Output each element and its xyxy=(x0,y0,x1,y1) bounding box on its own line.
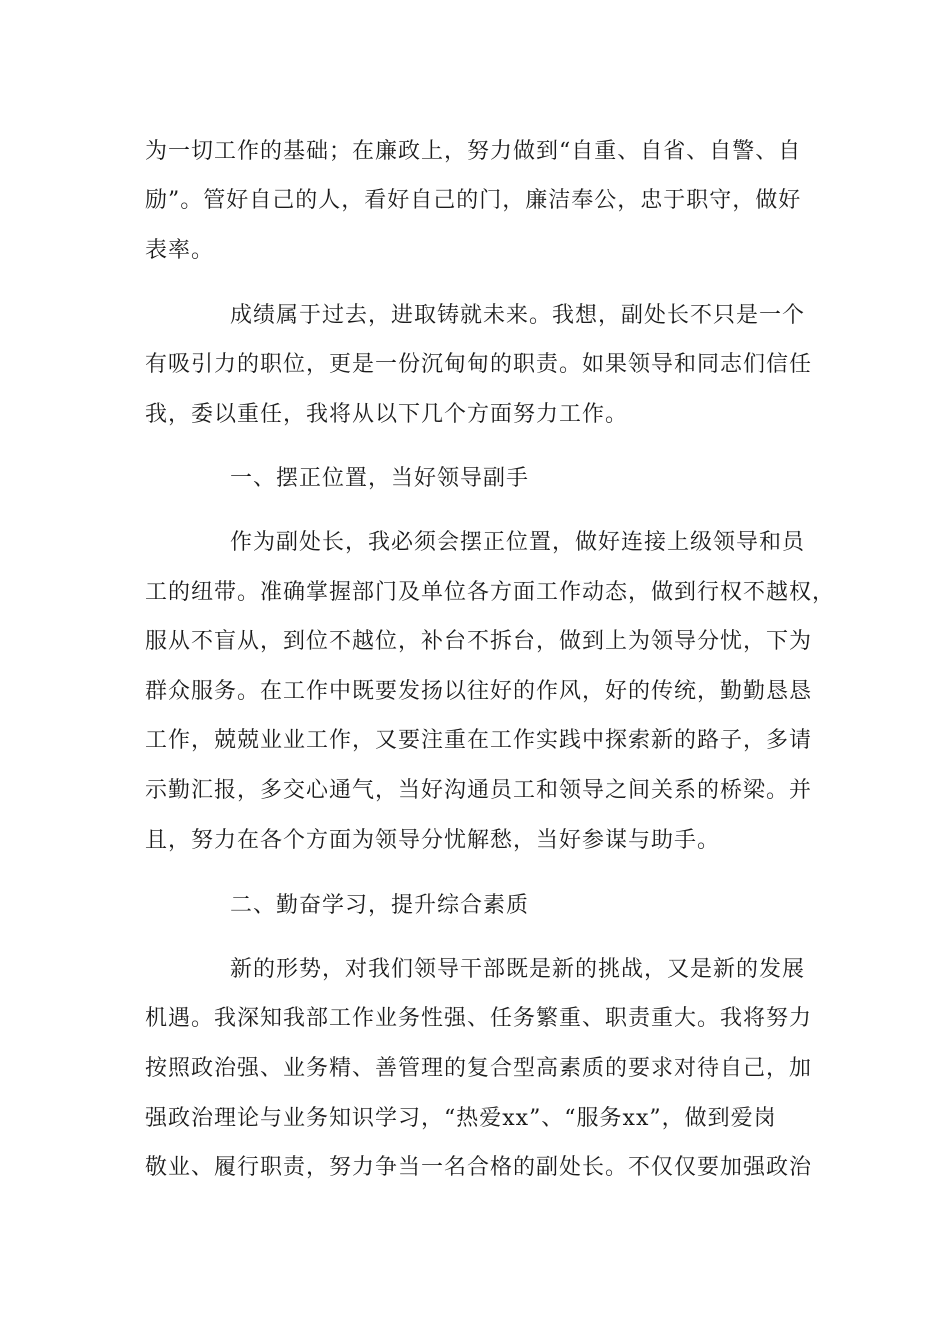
paragraph-line: 服从不盲从，到位不越位，补台不拆台，做到上为领导分忧，下为 xyxy=(145,629,813,654)
paragraph-line: 机遇。我深知我部工作业务性强、任务繁重、职责重大。我将努力 xyxy=(145,1006,813,1031)
paragraph-line: 示勤汇报，多交心通气，当好沟通员工和领导之间关系的桥梁。并 xyxy=(145,778,813,803)
paragraph-line: 新的形势，对我们领导干部既是新的挑战，又是新的发展 xyxy=(230,957,806,982)
paragraph-line: 有吸引力的职位，更是一份沉甸甸的职责。如果领导和同志们信任 xyxy=(145,352,813,377)
paragraph-line: 工作，兢兢业业工作，又要注重在工作实践中探索新的路子，多请 xyxy=(145,728,813,753)
paragraph-line: 强政治理论与业务知识学习，“热爱xx”、“服务xx”，做到爱岗 xyxy=(145,1106,777,1131)
section-heading: 二、勤奋学习，提升综合素质 xyxy=(230,893,530,918)
section-heading: 一、摆正位置，当好领导副手 xyxy=(230,466,530,491)
paragraph-line: 为一切工作的基础；在廉政上，努力做到“自重、自省、自警、自 xyxy=(145,139,802,164)
paragraph-line: 群众服务。在工作中既要发扬以往好的作风，好的传统，勤勤恳恳 xyxy=(145,679,813,704)
paragraph-line: 表率。 xyxy=(145,238,215,263)
paragraph-line: 作为副处长，我必须会摆正位置，做好连接上级领导和员 xyxy=(230,530,806,555)
paragraph-line: 敬业、履行职责，努力争当一名合格的副处长。不仅仅要加强政治 xyxy=(145,1155,813,1180)
paragraph-line: 且，努力在各个方面为领导分忧解愁，当好参谋与助手。 xyxy=(145,828,721,853)
paragraph-line: 我，委以重任，我将从以下几个方面努力工作。 xyxy=(145,402,629,427)
paragraph-line: 励”。管好自己的人，看好自己的门，廉洁奉公，忠于职守，做好 xyxy=(145,188,802,213)
paragraph-line: 工的纽带。准确掌握部门及单位各方面工作动态，做到行权不越权， xyxy=(145,580,836,605)
paragraph-line: 成绩属于过去，进取铸就未来。我想，副处长不只是一个 xyxy=(230,303,806,328)
paragraph-line: 按照政治强、业务精、善管理的复合型高素质的要求对待自己，加 xyxy=(145,1056,813,1081)
